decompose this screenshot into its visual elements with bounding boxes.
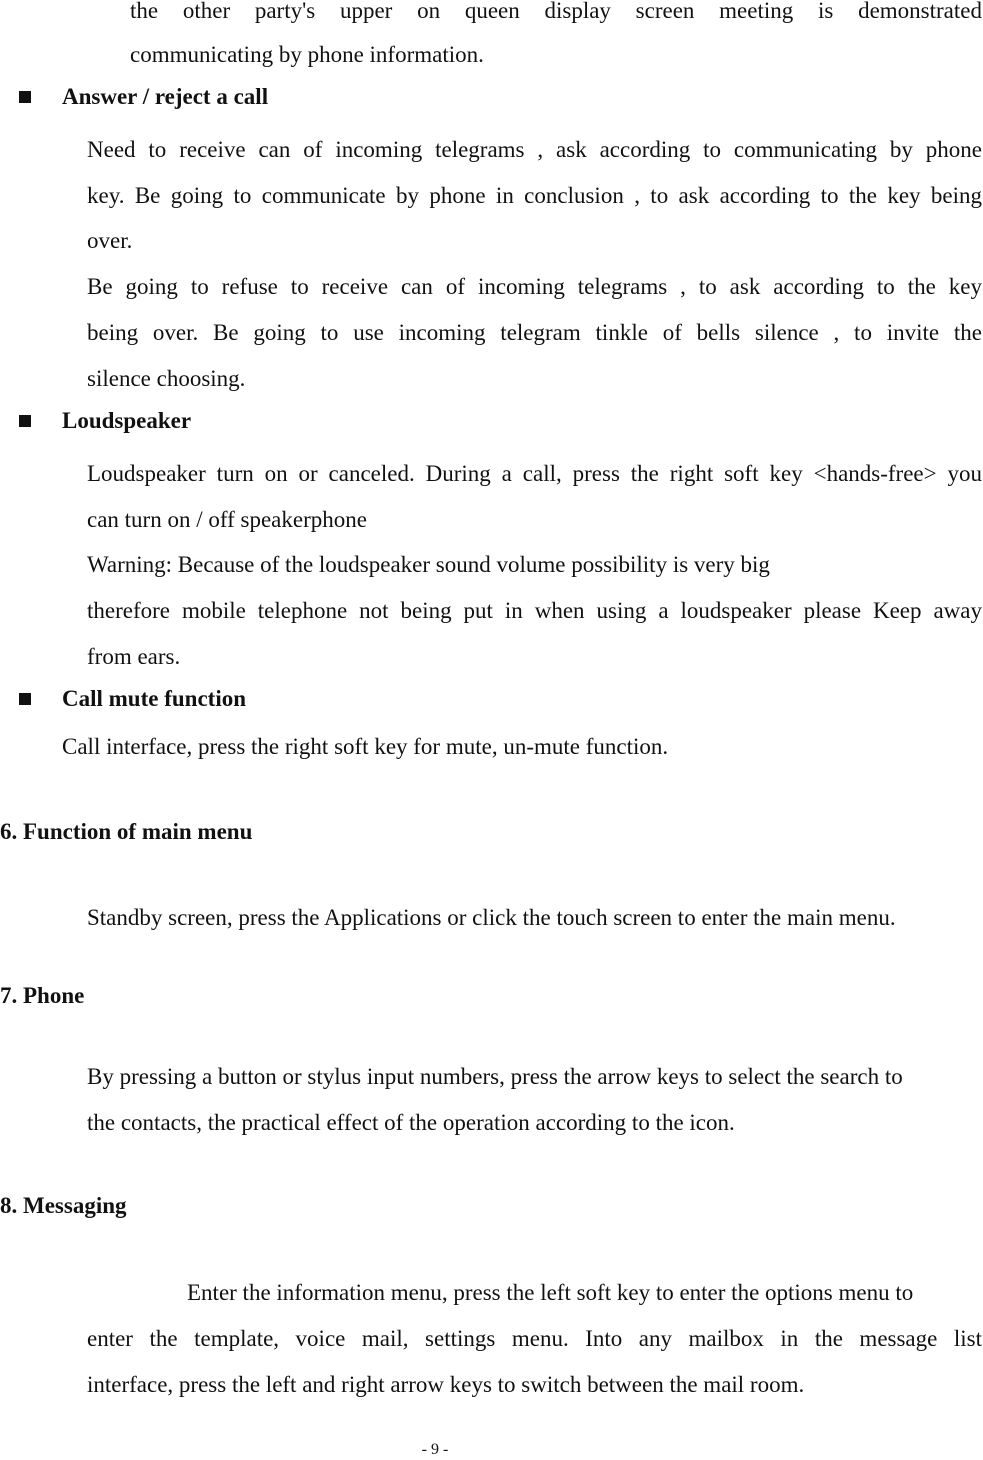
section-8-line-1: Enter the information menu, press the left soft key to enter the options menu to	[187, 1280, 914, 1305]
loudspeaker-line-3: Warning: Because of the loudspeaker sound volume possibility is very big	[87, 552, 770, 577]
loudspeaker-line-4: therefore mobile telephone not being put in when using a loudspeaker please Keep away	[87, 598, 982, 623]
answer-reject-line-1: Need to receive can of incoming telegrams , ask according to communicating by phone	[87, 137, 982, 162]
intro-line-1: the other party's upper on queen display screen meeting is demonstrated	[130, 0, 982, 23]
loudspeaker-line-1: Loudspeaker turn on or canceled. During a call, press the right soft key <hands-free> you	[87, 461, 982, 486]
section-7-line-2: the contacts, the practical effect of the operation according to the icon.	[87, 1110, 735, 1135]
bullet-square-icon	[19, 91, 31, 103]
loudspeaker-heading: Loudspeaker	[62, 408, 192, 433]
section-6-line: Standby screen, press the Applications or click the touch screen to enter the main menu.	[87, 905, 896, 930]
section-8-line-2: enter the template, voice mail, settings menu. Into any mailbox in the message list	[87, 1326, 982, 1351]
bullet-square-icon	[19, 693, 31, 705]
bullet-square-icon	[19, 415, 31, 427]
section-7-line-1: By pressing a button or stylus input numbers, press the arrow keys to select the search to	[87, 1064, 903, 1089]
answer-reject-line-4: Be going to refuse to receive can of incoming telegrams , to ask according to the key	[87, 274, 982, 299]
section-8-line-3: interface, press the left and right arrow keys to switch between the mail room.	[87, 1372, 805, 1397]
section-8-heading: 8. Messaging	[0, 1193, 127, 1218]
answer-reject-heading: Answer / reject a call	[62, 84, 269, 109]
answer-reject-line-2: key. Be going to communicate by phone in conclusion , to ask according to the key being	[87, 183, 982, 208]
section-6-heading: 6. Function of main menu	[0, 819, 253, 844]
loudspeaker-line-5: from ears.	[87, 644, 181, 669]
answer-reject-line-3: over.	[87, 228, 133, 253]
section-7-heading: 7. Phone	[0, 983, 85, 1008]
page-number: - 9 -	[421, 1441, 449, 1458]
mute-line: Call interface, press the right soft key for mute, un-mute function.	[62, 734, 669, 759]
answer-reject-line-6: silence choosing.	[87, 366, 246, 391]
answer-reject-line-5: being over. Be going to use incoming telegram tinkle of bells silence , to invite the	[87, 320, 982, 345]
mute-heading: Call mute function	[62, 686, 246, 711]
loudspeaker-line-2: can turn on / off speakerphone	[87, 507, 367, 532]
intro-line-2: communicating by phone information.	[130, 42, 484, 67]
